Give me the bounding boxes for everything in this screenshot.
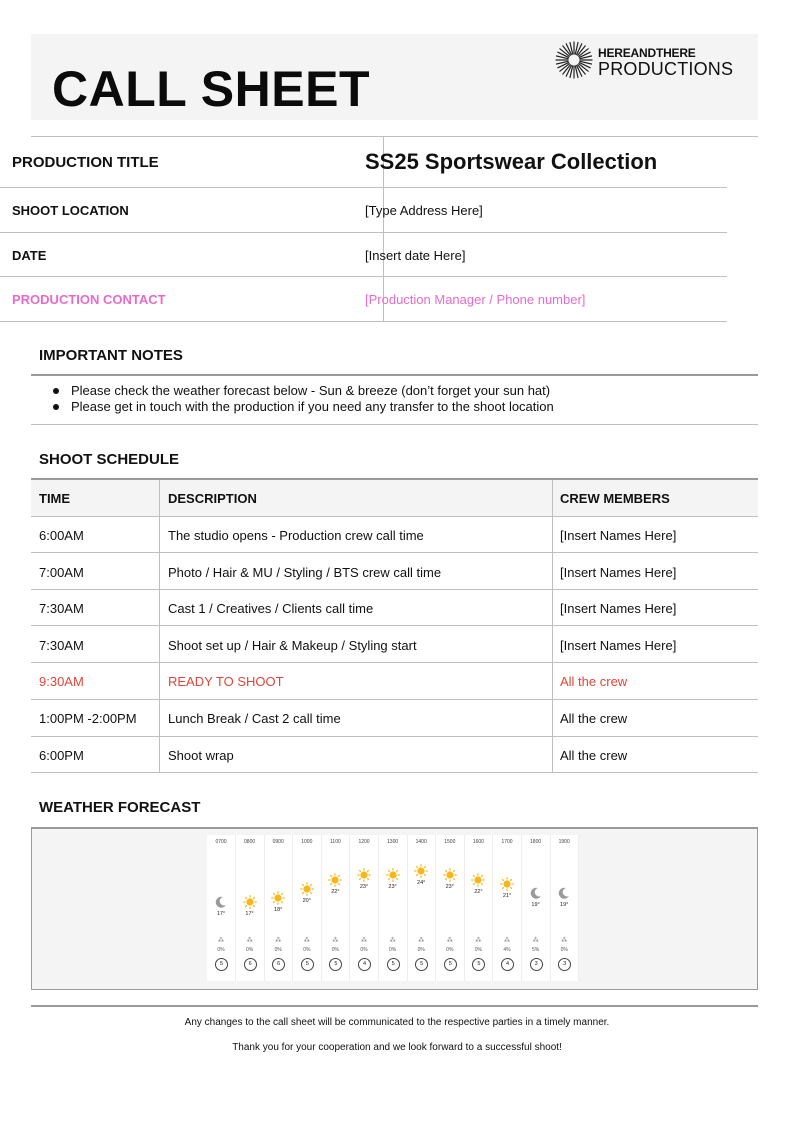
info-value: [Insert date Here]	[365, 248, 466, 263]
wind-speed-badge: 5	[301, 958, 314, 971]
weather-temp: 23°	[445, 884, 454, 890]
rain-drops-icon: ⁂	[532, 938, 539, 944]
sun-icon	[357, 868, 371, 882]
weather-hour-column	[522, 835, 551, 981]
footer-thanks: Thank you for your cooperation and we look forward to a successful shoot!	[232, 1042, 562, 1053]
footer-note: Any changes to the call sheet will be communicated to the respective parties in a timely manner.	[184, 1017, 610, 1028]
wind-speed-badge: 6	[244, 958, 257, 971]
sun-icon	[500, 877, 514, 891]
note-text: Please check the weather forecast below - Sun & breeze (don’t forget your sun hat)	[71, 383, 551, 398]
rain-drops-icon: ⁂	[475, 938, 482, 944]
weather-hour-column	[493, 835, 522, 981]
rain-drops-icon: ⁂	[504, 938, 510, 944]
weather-hour-label: 1900	[558, 839, 570, 845]
wind-speed-badge: 5	[444, 958, 457, 971]
wind-speed-badge: 6	[272, 958, 285, 971]
cell-crew: All the crew	[560, 711, 628, 726]
weather-temp: 17°	[245, 911, 254, 917]
cell-time: 7:00AM	[39, 565, 84, 580]
weather-temp: 19°	[531, 902, 540, 908]
important-notes-title: IMPORTANT NOTES	[39, 347, 183, 364]
cell-description: Photo / Hair & MU / Styling / BTS crew call time	[168, 565, 442, 580]
weather-rain-chance: 0%	[245, 947, 254, 953]
weather-hour-column	[407, 835, 436, 981]
cell-time: 6:00AM	[39, 528, 84, 543]
rain-drops-icon: ⁂	[332, 938, 339, 944]
info-label: PRODUCTION CONTACT	[12, 292, 166, 307]
rain-drops-icon: ⁂	[418, 938, 425, 944]
weather-hour-label: 1200	[358, 839, 370, 845]
list-item	[51, 383, 751, 399]
footer-rule	[31, 1005, 758, 1007]
wind-speed-badge: 3	[558, 958, 571, 971]
notes-top-rule	[31, 374, 758, 376]
note-text: Please get in touch with the production if you need any transfer to the shoot location	[71, 399, 554, 414]
weather-hour-label: 1600	[472, 839, 484, 845]
wind-speed-badge: 5	[329, 958, 342, 971]
brand-logo	[554, 40, 754, 80]
weather-rain-chance: 4%	[503, 947, 511, 953]
weather-temp: 23°	[388, 884, 397, 890]
rain-drops-icon: ⁂	[561, 938, 568, 944]
weather-hour-label: 1400	[415, 839, 427, 845]
cell-crew: [Insert Names Here]	[560, 638, 677, 653]
moon-icon	[214, 895, 228, 909]
sunburst-logo-icon	[554, 40, 594, 80]
wind-speed-badge: 5	[387, 958, 400, 971]
info-value: [Type Address Here]	[365, 203, 483, 218]
weather-rain-chance: 0%	[446, 947, 454, 953]
weather-rain-chance: 0%	[303, 947, 311, 953]
cell-description: Shoot wrap	[168, 748, 234, 763]
cell-description: Cast 1 / Creatives / Clients call time	[168, 601, 374, 616]
weather-hour-column	[464, 835, 493, 981]
wind-speed-badge: 5	[472, 958, 485, 971]
weather-hour-column	[379, 835, 408, 981]
weather-hour-label: 1300	[387, 839, 399, 845]
weather-temp: 20°	[302, 897, 311, 904]
weather-hourly-strip	[207, 835, 579, 981]
row-divider	[31, 699, 758, 700]
rain-drops-icon: ⁂	[275, 938, 282, 944]
col-header-time: TIME	[39, 491, 71, 506]
sun-icon	[443, 868, 457, 882]
cell-crew: All the crew	[560, 748, 628, 763]
weather-temp: 24°	[417, 879, 426, 886]
row-divider	[31, 625, 758, 626]
weather-hour-label: 0700	[215, 839, 227, 845]
row-divider	[31, 552, 758, 553]
weather-hour-column	[207, 835, 236, 981]
weather-forecast-title: WEATHER FORECAST	[39, 799, 201, 816]
weather-hour-column	[293, 835, 322, 981]
weather-rain-chance: 0%	[360, 947, 368, 953]
cell-crew: [Insert Names Here]	[560, 565, 677, 580]
sun-icon	[271, 891, 285, 905]
bullet-icon	[53, 388, 59, 394]
weather-hour-column	[550, 835, 579, 981]
weather-hour-column	[436, 835, 465, 981]
sun-icon	[471, 873, 485, 887]
weather-hour-label: 0900	[272, 839, 284, 845]
weather-temp: 17°	[216, 911, 226, 917]
cell-description: Lunch Break / Cast 2 call time	[168, 711, 341, 726]
cell-description: The studio opens - Production crew call time	[168, 528, 424, 543]
rain-drops-icon: ⁂	[446, 938, 453, 944]
weather-hour-label: 0800	[244, 839, 256, 845]
cell-time: 1:00PM -2:00PM	[39, 711, 137, 726]
rain-drops-icon: ⁂	[246, 938, 253, 944]
cell-time: 9:30AM	[39, 674, 84, 689]
weather-hour-label: 1500	[444, 839, 456, 845]
row-divider	[31, 589, 758, 590]
weather-forecast-box	[31, 827, 758, 990]
weather-hour-label: 1100	[330, 839, 341, 845]
sun-icon	[414, 864, 428, 878]
cell-time: 7:30AM	[39, 638, 84, 653]
weather-rain-chance: 0%	[474, 947, 482, 953]
weather-hour-column	[350, 835, 379, 981]
header	[31, 34, 758, 120]
wind-speed-badge: 3	[530, 958, 543, 971]
cell-description: READY TO SHOOT	[168, 674, 284, 689]
brand-name-bottom: PRODUCTIONS	[598, 59, 734, 79]
weather-hour-column	[264, 835, 293, 981]
info-row-date	[0, 233, 727, 277]
sun-icon	[386, 868, 400, 882]
row-divider	[31, 736, 758, 737]
wind-speed-badge: 4	[358, 958, 371, 971]
weather-rain-chance: 0%	[274, 947, 282, 953]
bullet-icon	[53, 404, 59, 410]
moon-icon	[529, 886, 543, 900]
weather-hour-label: 1800	[530, 839, 542, 845]
weather-temp: 22°	[474, 888, 483, 895]
rain-drops-icon: ⁂	[218, 938, 224, 944]
moon-icon	[557, 886, 571, 900]
row-divider	[31, 662, 758, 663]
weather-hour-column	[236, 835, 265, 981]
cell-description: Shoot set up / Hair & Makeup / Styling start	[168, 638, 417, 653]
wind-speed-badge: 5	[215, 958, 228, 971]
weather-rain-chance: 0%	[331, 947, 339, 953]
cell-crew: [Insert Names Here]	[560, 528, 677, 543]
weather-hour-column	[321, 835, 350, 981]
col-header-description: DESCRIPTION	[168, 491, 257, 506]
info-row-production-title	[0, 137, 727, 188]
row-divider	[31, 516, 758, 517]
weather-hour-label: 1000	[301, 839, 313, 845]
info-label: DATE	[12, 248, 47, 263]
info-row-shoot-location	[0, 188, 727, 233]
sun-icon	[328, 873, 342, 887]
weather-temp: 18°	[274, 906, 283, 913]
notes-list	[51, 383, 751, 415]
weather-temp: 21°	[502, 893, 512, 899]
rain-drops-icon: ⁂	[361, 938, 367, 944]
info-label: SHOOT LOCATION	[12, 203, 129, 218]
wind-speed-badge: 4	[501, 958, 514, 971]
cell-time: 7:30AM	[39, 601, 84, 616]
cell-crew: [Insert Names Here]	[560, 601, 677, 616]
schedule-col-divider	[159, 480, 160, 773]
page-title: CALL SHEET	[52, 61, 370, 117]
wind-speed-badge: 5	[415, 958, 428, 971]
weather-hour-label: 1700	[501, 839, 513, 845]
rain-drops-icon: ⁂	[303, 938, 310, 944]
weather-temp: 19°	[560, 902, 569, 908]
weather-temp: 22°	[331, 888, 340, 895]
info-value: [Production Manager / Phone number]	[365, 292, 586, 307]
schedule-col-divider	[552, 480, 553, 773]
cell-crew: All the crew	[560, 674, 628, 689]
col-header-crew: CREW MEMBERS	[560, 491, 670, 506]
row-divider	[31, 772, 758, 773]
cell-time: 6:00PM	[39, 748, 84, 763]
rain-drops-icon: ⁂	[389, 938, 396, 944]
brand-name-top: HEREANDTHERE	[598, 46, 696, 60]
sun-icon	[243, 895, 257, 909]
notes-bottom-rule	[31, 424, 758, 425]
sun-icon	[300, 882, 314, 896]
list-item	[51, 399, 751, 415]
info-row-production-contact	[0, 277, 727, 322]
weather-rain-chance: 0%	[560, 947, 568, 953]
weather-temp: 23°	[359, 884, 369, 890]
info-label: PRODUCTION TITLE	[12, 154, 159, 171]
schedule-top-rule	[31, 478, 758, 480]
weather-rain-chance: 5%	[531, 947, 540, 953]
info-value: SS25 Sportswear Collection	[365, 149, 658, 174]
weather-rain-chance: 0%	[417, 947, 425, 953]
weather-rain-chance: 0%	[217, 947, 225, 953]
shoot-schedule-title: SHOOT SCHEDULE	[39, 451, 180, 468]
weather-rain-chance: 0%	[388, 947, 397, 953]
